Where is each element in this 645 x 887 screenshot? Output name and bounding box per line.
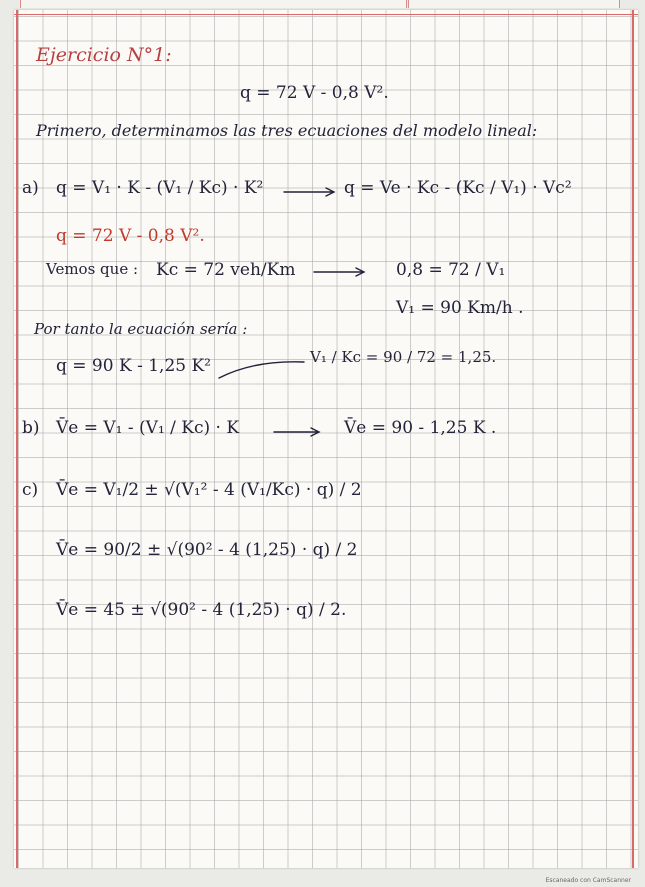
part-a-lhs: q = V₁ · K - (V₁ / Kc) · K² xyxy=(56,178,264,198)
part-c-eq3: V̄e = 45 ± √(90² - 4 (1,25) · q) / 2. xyxy=(56,600,347,620)
vemos-que: Vemos que : xyxy=(46,260,139,278)
hand-drawn-strokes xyxy=(14,10,638,868)
ratio-equation: 0,8 = 72 / V₁ xyxy=(396,260,506,280)
arrow-a xyxy=(284,188,334,196)
arrow-b xyxy=(274,428,319,436)
por-tanto: Por tanto la ecuación sería : xyxy=(34,320,248,338)
base-equation: q = 72 V - 0,8 V². xyxy=(240,83,389,103)
part-b-label: b) xyxy=(22,418,40,438)
part-b-lhs: V̄e = V₁ - (V₁ / Kc) · K xyxy=(56,418,240,438)
v1-value: V₁ = 90 Km/h . xyxy=(396,298,524,318)
kc-value: Kc = 72 veh/Km xyxy=(156,260,296,280)
part-a-label: a) xyxy=(22,178,39,198)
curve-stroke xyxy=(219,362,304,378)
top-tab-left xyxy=(20,0,407,8)
scanner-footer: Escaneado con CamScanner xyxy=(545,877,631,884)
q-final-equation: q = 90 K - 1,25 K² xyxy=(56,356,211,376)
intro-text: Primero, determinamos las tres ecuaciones del modelo lineal: xyxy=(36,121,538,140)
exercise-title: Ejercicio N°1: xyxy=(36,44,172,66)
part-b-rhs: V̄e = 90 - 1,25 K . xyxy=(344,418,497,438)
arrow-vemos xyxy=(314,268,364,276)
part-c-eq2: V̄e = 90/2 ± √(90² - 4 (1,25) · q) / 2 xyxy=(56,540,358,560)
part-a-rhs: q = Ve · Kc - (Kc / V₁) · Vc² xyxy=(344,178,572,198)
top-tab-right xyxy=(408,0,620,8)
part-c-eq1: V̄e = V₁/2 ± √(V₁² - 4 (V₁/Kc) · q) / 2 xyxy=(56,480,362,500)
ratio-calculation: V₁ / Kc = 90 / 72 = 1,25. xyxy=(310,348,497,366)
part-c-label: c) xyxy=(22,480,39,500)
part-a-red-equation: q = 72 V - 0,8 V². xyxy=(56,226,205,246)
notebook-page xyxy=(14,10,638,868)
